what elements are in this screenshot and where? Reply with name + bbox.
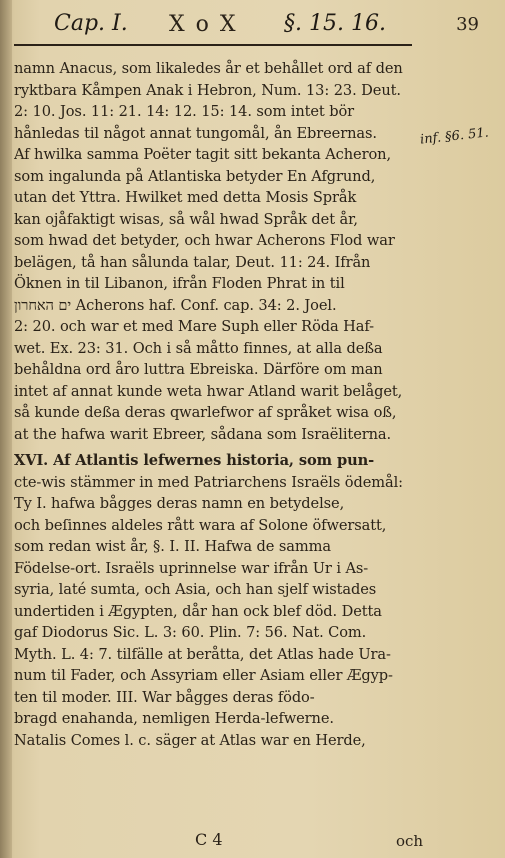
catchword: och <box>396 832 424 850</box>
text-line: belägen, tå han sålunda talar, Deut. 11: 24. Ifrån <box>14 253 371 271</box>
text-line: bragd enahanda, nemligen Herda-lefwerne. <box>14 710 334 727</box>
margin-annotation: inf. §6. 51. <box>419 125 490 148</box>
text-line: Af hwilka samma Poëter tagit sitt bekanta Acheron, <box>14 146 391 163</box>
running-header <box>54 8 479 42</box>
header-ornament: X o X <box>169 12 238 37</box>
text-line: som ingalunda på Atlantiska betyder En Afgrund, <box>14 167 376 185</box>
text-line: num til Fader, och Assyriam eller Asiam eller Ægyp- <box>14 667 393 684</box>
text-line: cte-wis stämmer in med Patriarchens Israëls ödemål: <box>14 473 403 491</box>
text-line: så kunde deßa deras qwarlefwor af språket wisa oß, <box>14 404 397 421</box>
text-line: 2: 10. Jos. 11: 21. 14: 12. 15: 14. som intet bör <box>14 103 355 120</box>
signature-mark: C 4 <box>195 830 223 849</box>
text-line: 2: 20. och war et med Mare Suph eller Röda Haf- <box>14 318 374 335</box>
chapter-heading: Cap. I. <box>54 11 128 36</box>
section-reference: §. 15. 16. <box>284 11 386 36</box>
text-line: at the hafwa warit Ebreer, sådana som Israëliterna. <box>14 425 392 443</box>
text-line: ten til moder. III. War bågges deras födo- <box>14 688 315 706</box>
text-line: intet af annat kunde weta hwar Atland warit belåget, <box>14 382 403 400</box>
text-line: namn Anacus, som likaledes år et behållet ord af den <box>14 60 403 77</box>
text-line: Myth. L. 4: 7. tilfälle at beråtta, det Atlas hade Ura- <box>14 645 391 663</box>
text-line: som hwad det betyder, och hwar Acherons Flod war <box>14 232 395 249</box>
text-line: syria, laté sumta, och Asia, och han sjelf wistades <box>14 581 377 598</box>
text-line: XVI. Af Atlantis lefwernes historia, som pun- <box>14 452 375 469</box>
text-line: wet. Ex. 23: 31. Och i så måtto finnes, at alla deßa <box>14 339 383 357</box>
text-line: Öknen in til Libanon, ifrån Floden Phrat in til <box>14 275 345 292</box>
text-line: Natalis Comes l. c. säger at Atlas war en Herde, <box>14 731 366 749</box>
text-line: undertiden i Ægypten, dår han ock blef död. Detta <box>14 602 382 620</box>
paragraph-1 <box>14 58 416 445</box>
page-gutter <box>0 0 12 858</box>
text-line: som redan wist år, §. I. II. Hafwa de samma <box>14 538 331 555</box>
paragraph-2 <box>14 450 416 751</box>
text-line: Ty I. hafwa bågges deras namn en betydelse, <box>14 495 345 512</box>
text-line: gaf Diodorus Sic. L. 3: 60. Plin. 7: 56. Nat. Com. <box>14 624 367 641</box>
text-line: hånledas til något annat tungomål, ån Ebreernas. <box>14 124 377 142</box>
text-line: Födelse-ort. Israëls uprinnelse war ifrån Ur i As- <box>14 559 369 577</box>
text-line: ים האחרון Acherons haf. Conf. cap. 34: 2. Joel. <box>14 296 337 314</box>
text-line: kan ojåfaktigt wisas, så wål hwad Språk det år, <box>14 210 358 228</box>
text-line: behåldna ord åro luttra Ebreiska. Därföre om man <box>14 361 383 378</box>
text-line: ryktbara Kåmpen Anak i Hebron, Num. 13: 23. Deut. <box>14 81 401 99</box>
text-line: och beſinnes aldeles rått wara af Solone öfwersatt, <box>14 516 387 534</box>
header-rule <box>14 44 412 46</box>
text-line: utan det Yttra. Hwilket med detta Mosis Språk <box>14 189 357 206</box>
page-number: 39 <box>456 14 479 35</box>
